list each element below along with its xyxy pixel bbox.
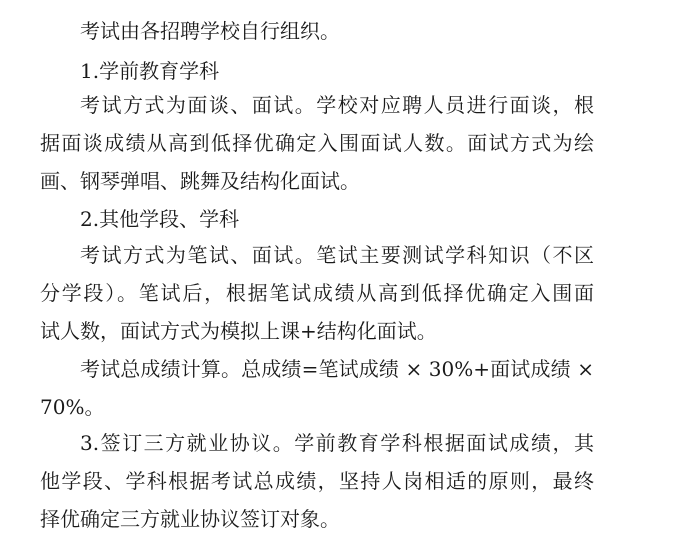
section-heading-preschool: 1.学前教育学科: [80, 59, 220, 83]
paragraph-line: 试人数，面试方式为模拟上课+结构化面试。: [40, 319, 437, 343]
score-formula-line: 70%。: [40, 395, 105, 419]
paragraph-line: 考试方式为笔试、面试。笔试主要测试学科知识（不区: [80, 243, 594, 267]
paragraph-line: 他学段、学科根据考试总成绩，坚持人岗相适的原则，最终: [40, 469, 594, 493]
section-heading-other: 2.其他学段、学科: [80, 207, 240, 231]
paragraph-line: 据面谈成绩从高到低择优确定入围面试人数。面试方式为绘: [40, 131, 594, 155]
score-formula-line: 考试总成绩计算。总成绩=笔试成绩 × 30%+面试成绩 ×: [80, 357, 594, 381]
paragraph-line: 考试由各招聘学校自行组织。: [80, 19, 340, 43]
paragraph-line: 画、钢琴弹唱、跳舞及结构化面试。: [40, 169, 360, 193]
paragraph-line: 择优确定三方就业协议签订对象。: [40, 507, 340, 531]
paragraph-line: 考试方式为面谈、面试。学校对应聘人员进行面谈，根: [80, 93, 594, 117]
paragraph-line: 3.签订三方就业协议。学前教育学科根据面试成绩，其: [80, 431, 594, 455]
paragraph-line: 分学段）。笔试后，根据笔试成绩从高到低择优确定入围面: [40, 281, 594, 305]
